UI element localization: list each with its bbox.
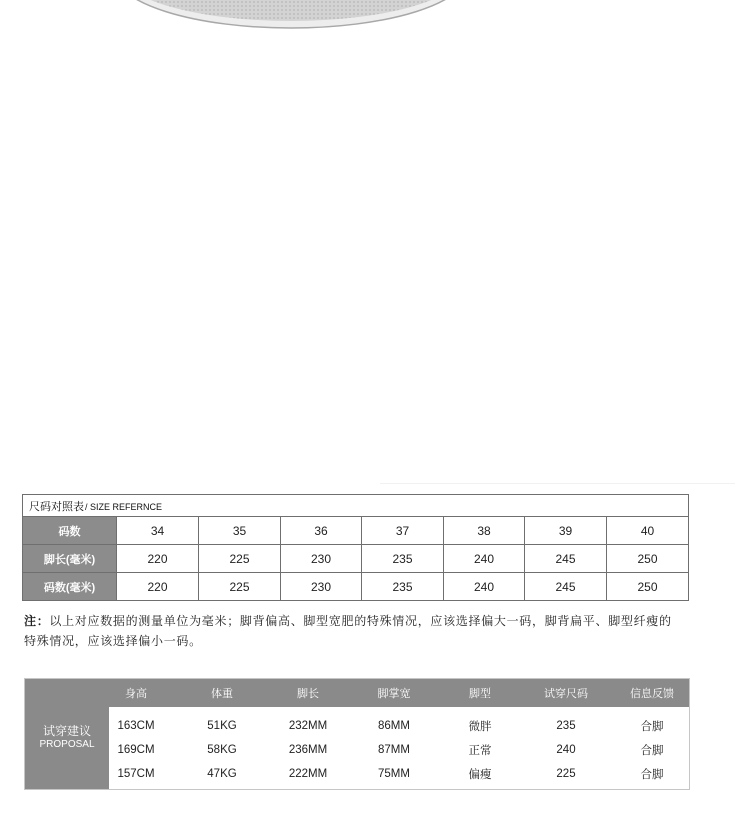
proposal-label-cn: 试穿建议 xyxy=(42,724,91,738)
table-cell: 245 xyxy=(525,573,607,601)
table-cell: 240 xyxy=(444,573,525,601)
size-table-title-row xyxy=(23,495,689,517)
table-cell: 36 xyxy=(281,517,362,545)
note-line-2: 特殊情况，应该选择偏小一码。 xyxy=(24,634,202,648)
column-header-foot-type: 脚型 xyxy=(469,688,491,700)
table-cell: 正常 xyxy=(468,745,492,757)
table-cell: 合脚 xyxy=(640,721,664,733)
proposal-label-en: PROPOSAL xyxy=(39,739,95,750)
size-reference-table xyxy=(22,494,689,601)
table-cell: 47KG xyxy=(207,768,237,780)
table-cell: 220 xyxy=(117,545,199,573)
row-label: 码数 xyxy=(23,517,117,545)
table-cell: 250 xyxy=(607,573,689,601)
table-cell: 240 xyxy=(556,744,576,756)
table-cell: 230 xyxy=(281,545,362,573)
table-cell: 230 xyxy=(281,573,362,601)
table-row xyxy=(93,738,695,762)
table-cell: 37 xyxy=(362,517,444,545)
table-cell: 微胖 xyxy=(468,721,492,733)
table-cell: 240 xyxy=(444,545,525,573)
table-cell: 232MM xyxy=(288,720,328,732)
column-header-weight: 体重 xyxy=(211,688,233,700)
table-cell: 合脚 xyxy=(640,745,664,757)
note-text: 以上对应数据的测量单位为毫米；脚背偏高、脚型宽肥的特殊情况，应该选择偏大一码，脚背扁平、脚型纤瘦的 xyxy=(49,614,672,628)
size-table-title-en: / SIZE REFERNCE xyxy=(85,501,163,512)
table-cell: 222MM xyxy=(288,768,328,780)
table-cell: 偏瘦 xyxy=(468,769,492,781)
size-row xyxy=(23,517,689,545)
table-cell: 35 xyxy=(199,517,281,545)
divider xyxy=(380,483,735,484)
table-cell: 38 xyxy=(444,517,525,545)
note-label: 注： xyxy=(24,614,50,628)
table-row xyxy=(93,714,695,738)
size-mm-row xyxy=(23,573,689,601)
column-header-height: 身高 xyxy=(125,688,147,700)
size-table-title xyxy=(23,495,689,517)
table-cell: 合脚 xyxy=(640,769,664,781)
table-cell: 157CM xyxy=(117,768,155,780)
fit-proposal-table xyxy=(24,678,690,790)
table-cell: 245 xyxy=(525,545,607,573)
table-cell: 39 xyxy=(525,517,607,545)
table-cell: 87MM xyxy=(378,744,410,756)
table-cell: 75MM xyxy=(378,768,410,780)
size-table-title-cn: 尺码对照表 xyxy=(29,500,84,513)
table-cell: 235 xyxy=(362,573,444,601)
shoe-sole-image xyxy=(0,0,750,40)
table-cell: 235 xyxy=(556,720,576,732)
table-cell: 40 xyxy=(607,517,689,545)
table-cell: 34 xyxy=(117,517,199,545)
column-header-tried-size: 试穿尺码 xyxy=(544,688,588,700)
table-cell: 236MM xyxy=(288,744,328,756)
table-cell: 225 xyxy=(556,768,576,780)
table-cell: 225 xyxy=(199,545,281,573)
size-note xyxy=(24,611,672,651)
foot-length-row xyxy=(23,545,689,573)
table-cell: 250 xyxy=(607,545,689,573)
table-cell: 220 xyxy=(117,573,199,601)
column-header-foot-width: 脚掌宽 xyxy=(377,688,411,700)
table-cell: 235 xyxy=(362,545,444,573)
note-line-1 xyxy=(24,611,672,631)
table-cell: 58KG xyxy=(207,744,237,756)
table-cell: 51KG xyxy=(207,720,237,732)
table-cell: 169CM xyxy=(117,744,155,756)
row-label: 脚长(毫米) xyxy=(23,545,117,573)
table-row xyxy=(93,762,695,786)
column-header-feedback: 信息反馈 xyxy=(630,688,674,700)
table-cell: 86MM xyxy=(378,720,410,732)
column-header-foot-length: 脚长 xyxy=(297,688,319,700)
table-cell: 163CM xyxy=(117,720,155,732)
row-label: 码数(毫米) xyxy=(23,573,117,601)
table-cell: 225 xyxy=(199,573,281,601)
proposal-header-row xyxy=(93,679,695,707)
